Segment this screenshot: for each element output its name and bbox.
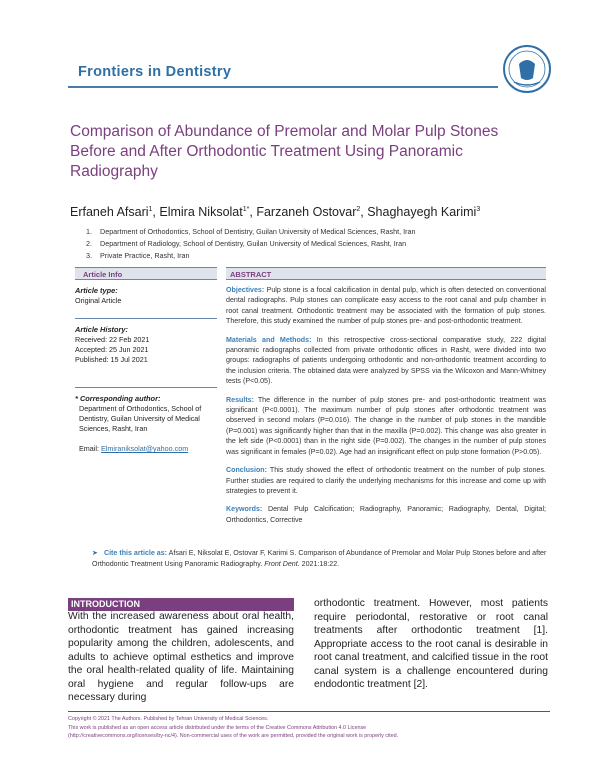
citation-text: Afsari E, Niksolat E, Ostovar F, Karimi S. Comparison of Abundance of Premolar and Molar Pulp Stones before and after Orthodontic Treatment Using Panoramic Radiography. [92, 549, 547, 568]
abstract-objectives [226, 285, 546, 327]
affiliation-text: Department of Radiology, School of Dentistry, Guilan University of Medical Sciences, Rasht, Iran [100, 239, 407, 248]
section-text: In this retrospective cross-sectional comparative study, 222 digital panoramic radiographs collected from private orthodontic offices in Rasht, were divided into two groups: radiographs of patients undergoing orthodontic and non-orthodontic treatment according to the inclusion criteria. The obtained data were analyzed by SPSS via the Wilcoxon and Mann-Whitney tests (P<0.05). [226, 335, 546, 386]
header-divider [68, 86, 498, 88]
section-text: The difference in the number of pulp stones pre- and post-orthodontic treatment was significant (P<0.0001). The maximum number of pulp stones after orthodontic treatment was observed in second molars (P=0.016). The change in the number of pulp stones in the mandible (P=0.001) was significantly higher than that in the maxilla (P=0.002). This change was also greater in the left side (P<0.0001) than in the right side (P=0.002). The changes in the number of pulp stones was significant in females (P=0.02). Age had an insignificant effect on pulp stone formation (P>0.05). [226, 395, 546, 456]
author-sup: 1 [148, 205, 153, 213]
affiliation-number: 3. [86, 251, 92, 260]
author-name: Erfaneh Afsari [70, 205, 149, 219]
email-label: Email: [79, 444, 99, 453]
corresponding-author-text: Department of Orthodontics, School of Dentistry, Guilan University of Medical Sciences, Rasht, Iran [79, 404, 202, 433]
introduction-text-left: With the increased awareness about oral health, orthodontic treatment has gained increasing popularity among the children, adolescents, and adults to achieve optimal esthetics and improve the oral health-related quality of life. Maintaining oral hygiene and regular follow-ups are necessary during [68, 611, 294, 703]
citation [92, 548, 548, 570]
abstract-methods [226, 335, 546, 387]
corresponding-author-label: * Corresponding author: [75, 394, 161, 403]
introduction-text-right: orthodontic treatment. However, most patients require periodontal, restorative or root canal treatments after orthodontic treatment [1]. Appropriate access to the root canal is desirable in root canal treatment, and calcified tissue in the root canal system is a challenge encountered during endodontic treatment [2]. [314, 598, 548, 690]
author-sup: 2 [356, 205, 361, 213]
abstract-panel [226, 267, 546, 525]
section-text: Pulp stone is a focal calcification in dental pulp, which is often detected on conventional dental radiographs. Pulp stones can complicate easy access to the root canal and pulp chamber in root canal treatment. Orthodontic treatment may be associated with the formation of pulp stones. Therefore, this study examined the number of pulp stones pre- and post-orthodontic treatment. [226, 286, 546, 326]
affiliation-text: Private Practice, Rasht, Iran [100, 251, 190, 260]
copyright-footer [68, 715, 550, 741]
abstract-results [226, 395, 546, 457]
affiliation-number: 2. [86, 239, 92, 248]
citation-year: 2021:18:22. [301, 560, 340, 568]
section-title: Materials and Methods: [226, 335, 312, 344]
affiliation [86, 226, 546, 238]
published-date: Published: 15 Jul 2021 [75, 355, 148, 364]
citation-label: Cite this article as: [103, 549, 168, 557]
section-title: Results: [226, 395, 254, 404]
affiliation-text: Department of Orthodontics, School of Dentistry, Guilan University of Medical Sciences, Rasht, Iran [100, 227, 416, 236]
footer-line: Copyright © 2021 The Authors. Published by Tehran University of Medical Sciences. [68, 716, 269, 722]
introduction-heading: INTRODUCTION [68, 598, 294, 611]
author-list: Erfaneh Afsari$^1$, Elmira Niksolat$^{1*}$, Farzaneh Ostovar$^2$, Shaghayegh Karimi$^3$ [70, 205, 481, 219]
email-link[interactable]: Elmiraniksolat@yahoo.com [100, 444, 189, 453]
article-type-label: Article type: [75, 286, 118, 295]
author-sup: 1* [242, 205, 250, 213]
section-title: Conclusion: [226, 466, 267, 475]
journal-title: Frontiers in Dentistry [78, 64, 232, 80]
received-date: Received: 22 Feb 2021 [75, 335, 150, 344]
footer-line: (http://creativecommons.org/licenses/by-nc/4). Non-commercial uses of the work are permitted, provided the original work is properly cited. [68, 733, 399, 740]
footer-line: This work is published as an open access article distributed under the terms of the Creative Commons Attribution 4.0 License [68, 724, 367, 731]
section-title: Objectives: [226, 286, 265, 294]
author-name: Shaghayegh Karimi [367, 205, 477, 219]
article-type-value: Original Article [75, 296, 122, 305]
abstract-heading: ABSTRACT [226, 267, 546, 280]
section-text: Dental Pulp Calcification; Radiography, Panoramic; Radiography, Dental, Digital; Orthodontics, Corrective [226, 505, 546, 524]
article-title: Comparison of Abundance of Premolar and Molar Pulp Stones Before and After Orthodontic Treatment Using Panoramic Radiography [70, 123, 499, 180]
article-history-label: Article History: [75, 325, 128, 334]
author-name: Elmira Niksolat [159, 205, 243, 219]
affiliation-number: 1. [86, 227, 92, 236]
abstract-conclusion [226, 465, 546, 496]
arrow-icon: ➤ [92, 549, 98, 557]
abstract-keywords [226, 504, 546, 525]
accepted-date: Accepted: 25 Jun 2021 [75, 345, 149, 354]
author-sup: 3 [476, 205, 481, 213]
section-title: Keywords: [226, 505, 263, 514]
affiliation [86, 238, 546, 250]
corresponding-author-label-text: Corresponding author: [79, 394, 161, 403]
email-line [75, 444, 217, 454]
footer-divider [68, 711, 550, 712]
affiliations [86, 226, 546, 262]
article-info-heading: Article Info [75, 267, 217, 280]
author-name: Farzaneh Ostovar [256, 205, 357, 219]
affiliation [86, 250, 546, 262]
article-info-panel [75, 267, 217, 454]
citation-journal: Front Dent. [264, 560, 300, 568]
section-text: This study showed the effect of orthodontic treatment on the number of pulp stones. Further studies are required to clarify the underlying mechanisms for this increase and come up with strategies to prevent it. [226, 466, 546, 495]
journal-logo-icon [502, 44, 552, 94]
